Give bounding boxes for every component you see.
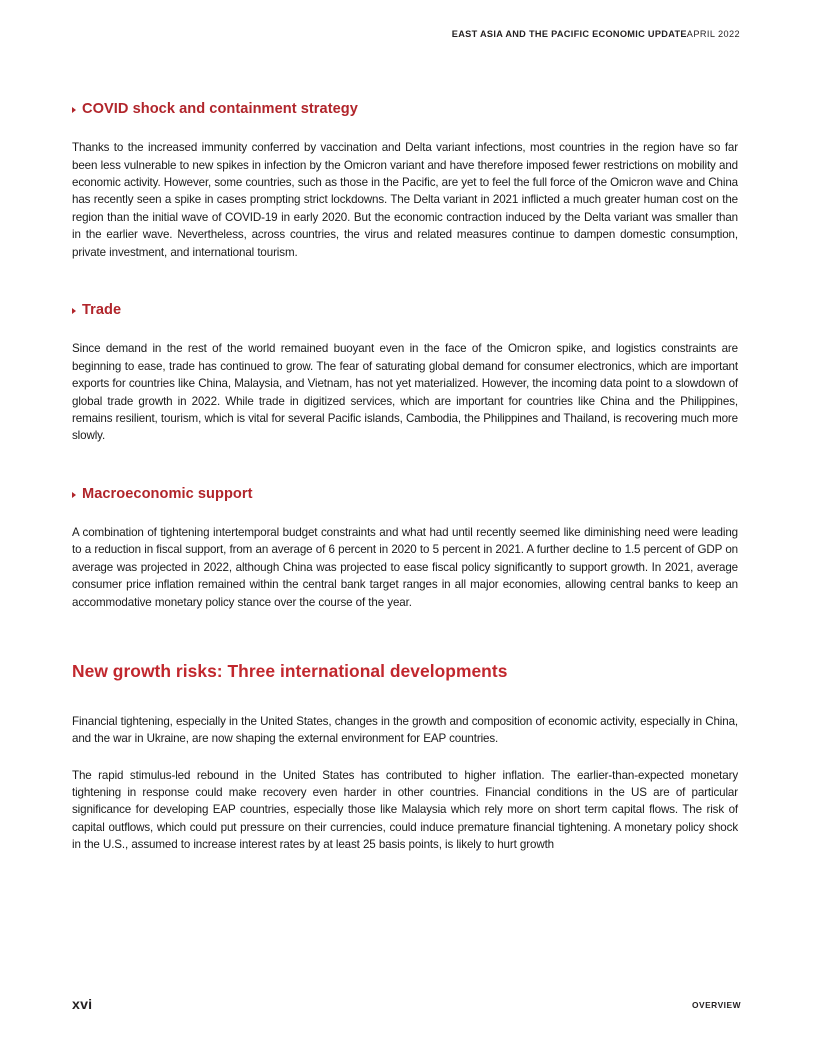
section-heading-label: Trade xyxy=(82,302,122,319)
paragraph-macroeconomic-support: A combination of tightening intertemporal budget constraints and what had until recently seemed like diminishing need were leading to a reduction in fiscal support, from an average of 6 percent in 2020 to 5 percent in 2021. A further decline to 1.5 percent of GDP on average was projected in 2022, although China was projected to ease fiscal policy significantly to support growth. In 2021, average consumer price inflation remained within the central bank target ranges in all major economies, allowing central banks to keep an accommodative monetary policy stance over the course of the year. xyxy=(72,525,738,609)
running-head-title: EAST ASIA AND THE PACIFIC ECONOMIC UPDATE xyxy=(451,29,687,39)
paragraph-covid-shock: Thanks to the increased immunity conferred by vaccination and Delta variant infections, most countries in the region have so far been less vulnerable to new spikes in infection by the Omicron variant and have therefore imposed fewer restrictions on mobility and economic activity. However, some countries, such as those in the Pacific, are yet to feel the full force of the Omicron wave and China has recently seen a spike in cases prompting strict lockdowns. The Delta variant in 2021 inflicted a much greater human cost on the region than the initial wave of COVID-19 in early 2020. But the economic contraction induced by the Delta variant was smaller than in the earlier wave. Nevertheless, across countries, the virus and related measures continue to dampen domestic consumption, private investment, and international tourism. xyxy=(72,141,738,259)
paragraph-new-growth-risks-detail: The rapid stimulus-led rebound in the United States has contributed to higher inflation. The earlier-than-expected monetary tightening in response could make recovery even harder in other countries. Financial conditions in the US are of particular significance for developing EAP countries, especially those like Malaysia which rely more on short term capital flows. The risk of capital outflows, which could put pressure on their currencies, could induce premature financial tightening. A monetary policy shock in the U.S., assumed to increase interest rates by at least 25 basis points, is likely to hurt growth xyxy=(72,768,738,852)
section-heading-trade xyxy=(72,301,738,319)
footer-section-label: OVERVIEW xyxy=(692,999,741,1010)
page-content xyxy=(72,100,738,854)
paragraph-trade: Since demand in the rest of the world remained buoyant even in the face of the Omicron spike, and logistics constraints are beginning to ease, trade has continued to grow. The fear of saturating global demand for consumer electronics, which are important exports for countries like China, Malaysia, and Vietnam, has not yet materialized. However, the incoming data point to a slowdown of global trade growth in 2022. While trade in digitized services, which are important for countries like China and the Philippines, remains resilient, tourism, which is vital for several Pacific islands, Cambodia, the Philippines and Thailand, is recovering much more slowly. xyxy=(72,342,738,443)
running-head-issue: APRIL 2022 xyxy=(686,29,740,39)
running-head xyxy=(452,30,740,39)
footer-page-number: xvi xyxy=(72,996,93,1013)
triangle-bullet-icon xyxy=(72,107,76,113)
section-heading-macroeconomic-support xyxy=(72,485,738,503)
triangle-bullet-icon xyxy=(72,308,76,314)
triangle-bullet-icon xyxy=(72,492,76,498)
major-section-heading: New growth risks: Three international developments xyxy=(72,661,508,682)
paragraph-new-growth-risks-intro: Financial tightening, especially in the United States, changes in the growth and composition of economic activity, especially in China, and the war in Ukraine, are now shaping the external environment for EAP countries. xyxy=(72,714,738,746)
section-heading-label: Macroeconomic support xyxy=(82,485,253,502)
section-heading-covid-shock xyxy=(72,100,738,118)
section-heading-label: COVID shock and containment strategy xyxy=(82,101,358,117)
